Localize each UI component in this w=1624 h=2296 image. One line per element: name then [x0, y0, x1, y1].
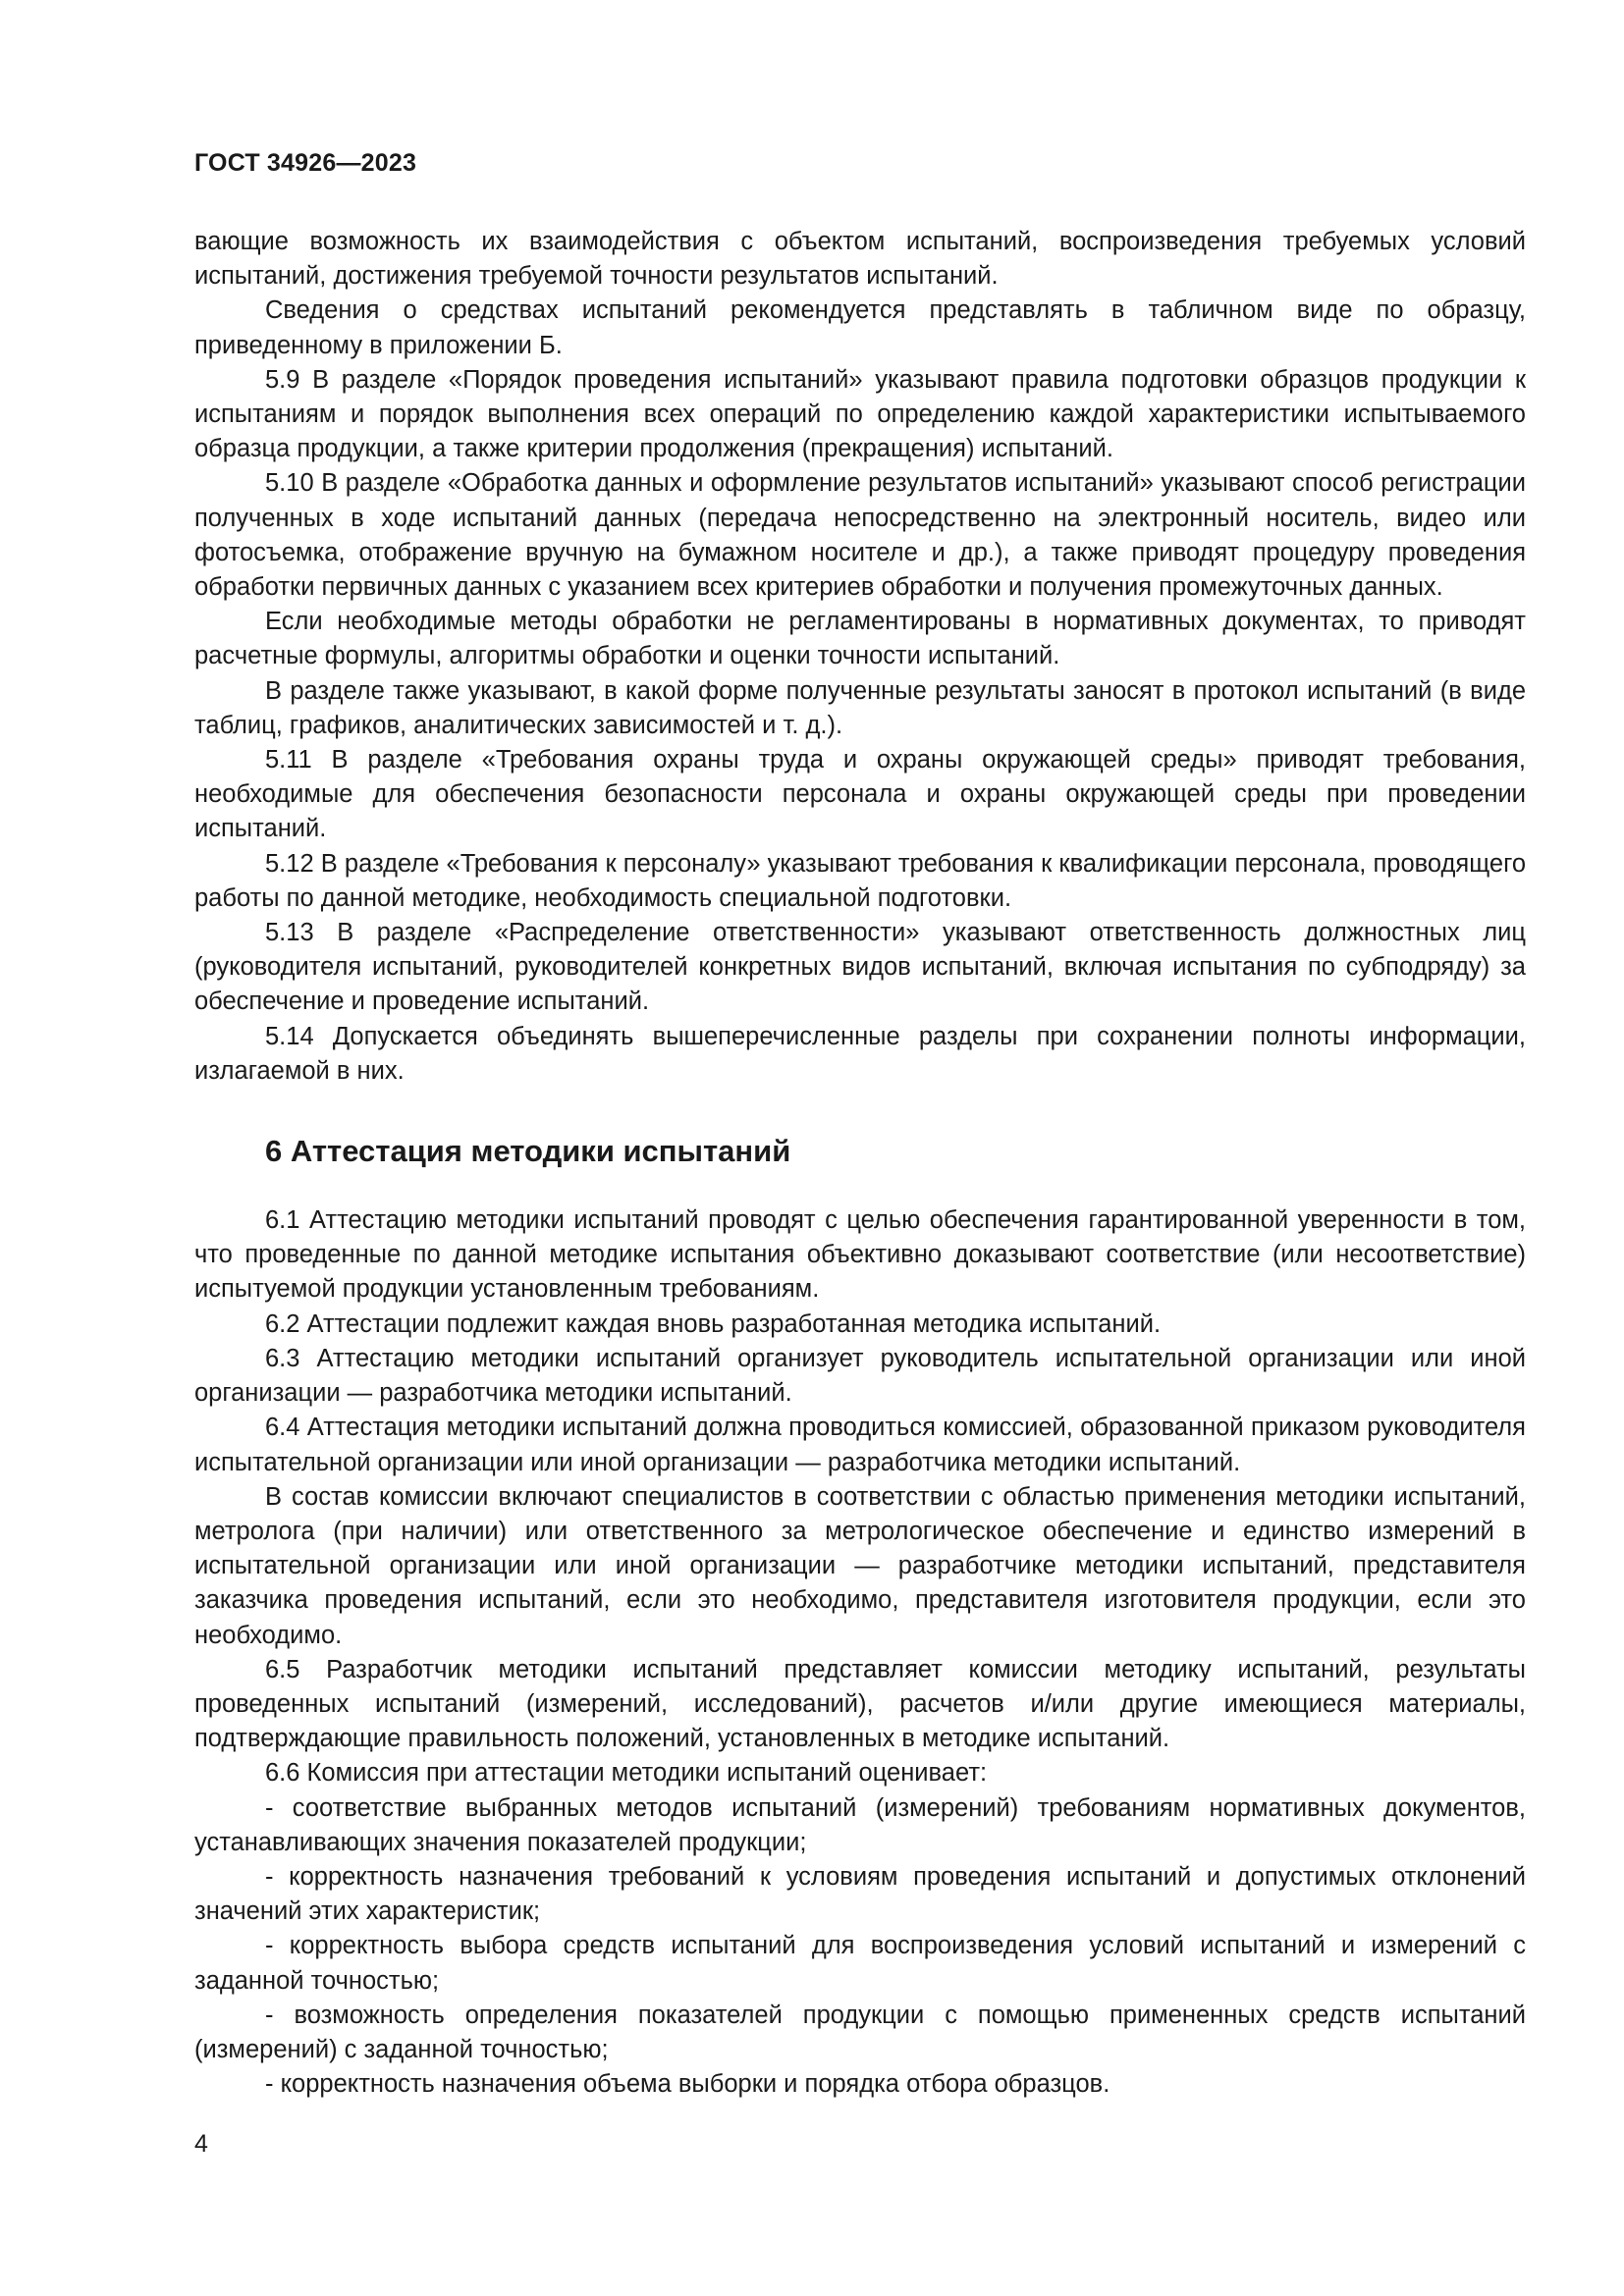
clause-6-6: 6.6 Комиссия при аттестации методики испытаний оценивает: [265, 1759, 988, 1788]
clause-6-5: 6.5 Разработчик методики испытаний представляет комиссии методику испытаний, результаты проведенных испытаний (измерений, исследований), расчетов и/или другие имеющиеся материалы, подтверждающие правильность положений, установленных в методике испытаний. [194, 1655, 1526, 1753]
paragraph-continuation: вающие возможность их взаимодействия с объектом испытаний, воспроизведения требуемых условий испытаний, достижения требуемой точности результатов испытаний. [194, 228, 1526, 291]
clause-5-11: 5.11 В разделе «Требования охраны труда и охраны окружающей среды» приводят требования, необходимые для обеспечения безопасности персонала и охраны окружающей среды при проведении испытаний. [194, 746, 1526, 843]
clause-5-10: 5.10 В разделе «Обработка данных и оформление результатов испытаний» указывают способ регистрации полученных в ходе испытаний данных (передача непосредственно на электронный носитель, видео или фотосъемка, отображение вручную на бумажном носителе и др.), а также приводят процедуру проведения обработки первичных данных с указанием всех критериев обработки и получения промежуточных данных. [194, 469, 1526, 602]
list-item: - возможность определения показателей продукции с помощью примененных средств испытаний (измерений) с заданной точностью; [194, 2001, 1526, 2063]
paragraph: В разделе также указывают, в какой форме полученные результаты заносят в протокол испытаний (в виде таблиц, графиков, аналитических зависимостей и т. д.). [194, 676, 1526, 739]
clause-6-2: 6.2 Аттестации подлежит каждая вновь разработанная методика испытаний. [265, 1309, 1162, 1338]
clause-5-13: 5.13 В разделе «Распределение ответственности» указывают ответственность должностных лиц (руководителя испытаний, руководителей конкретных видов испытаний, включая испытания по субподряду) за обеспечение и проведение испытаний. [194, 919, 1526, 1016]
document-header: ГОСТ 34926—2023 [194, 149, 417, 177]
clause-5-12: 5.12 В разделе «Требования к персоналу» указывают требования к квалификации персонала, проводящего работы по данной методике, необходимость специальной подготовки. [194, 849, 1526, 912]
page-number: 4 [194, 2130, 208, 2158]
list-item: - корректность назначения требований к условиям проведения испытаний и допустимых отклонений значений этих характеристик; [194, 1862, 1526, 1926]
paragraph: В состав комиссии включают специалистов в соответствии с областью применения методики испытаний, метролога (при наличии) или ответственного за метрологическое обеспечение и единство измерений в испытательной организации или иной организации — разработчике методики испытаний, представителя заказчика проведения испытаний, если это необходимо, представителя изготовителя продукции, если это необходимо. [194, 1482, 1526, 1649]
document-body [194, 225, 1526, 2102]
clause-6-1: 6.1 Аттестацию методики испытаний проводят с целью обеспечения гарантированной уверенности в том, что проведенные по данной методике испытания объективно доказывают соответствие (или несоответствие) испытуемой продукции установленным требованиям. [194, 1206, 1526, 1304]
clause-6-4: 6.4 Аттестация методики испытаний должна проводиться комиссией, образованной приказом руководителя испытательной организации или иной организации — разработчика методики испытаний. [194, 1414, 1526, 1476]
paragraph: Если необходимые методы обработки не регламентированы в нормативных документах, то приводят расчетные формулы, алгоритмы обработки и оценки точности испытаний. [194, 608, 1526, 670]
clause-6-3: 6.3 Аттестацию методики испытаний организует руководитель испытательной организации или иной организации — разработчика методики испытаний. [194, 1344, 1526, 1408]
list-item: - корректность назначения объема выборки и порядка отбора образцов. [265, 2070, 1110, 2099]
paragraph: Сведения о средствах испытаний рекомендуется представлять в табличном виде по образцу, приведенному в приложении Б. [194, 296, 1526, 359]
list-item: - корректность выбора средств испытаний для воспроизведения условий испытаний и измерений с заданной точностью; [194, 1932, 1526, 1995]
list-item: - соответствие выбранных методов испытаний (измерений) требованиям нормативных документов, устанавливающих значения показателей продукции; [194, 1793, 1526, 1856]
clause-5-14: 5.14 Допускается объединять вышеперечисленные разделы при сохранении полноты информации, излагаемой в них. [194, 1022, 1526, 1085]
section-title: 6 Аттестация методики испытаний [265, 1134, 791, 1169]
clause-5-9: 5.9 В разделе «Порядок проведения испытаний» указывают правила подготовки образцов продукции к испытаниям и порядок выполнения всех операций по определению каждой характеристики испытываемого образца продукции, а также критерии продолжения (прекращения) испытаний. [194, 365, 1526, 463]
